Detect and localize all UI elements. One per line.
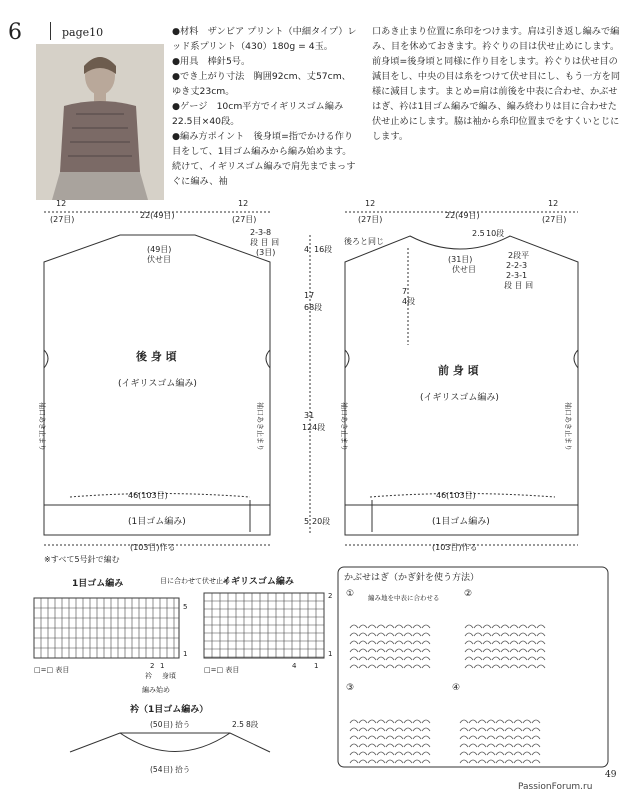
back-right-rows-2: 68段 (304, 303, 323, 312)
front-dim-left: 12 (365, 199, 376, 208)
front-decrease-legend: 段 目 回 (504, 281, 534, 290)
front-rib: (1目ゴム編み) (432, 517, 490, 527)
rib-start: 編み始め (142, 686, 170, 694)
front-center-stitches: (31目) (448, 255, 473, 264)
back-armhole-left: 袖口あき止まり (38, 402, 46, 451)
back-dim-right: 12 (238, 199, 249, 208)
rib-row-1: 1 (183, 650, 188, 658)
tools: ●用具 棒針5号。 (172, 56, 251, 67)
rib-chart-title: 1目ゴム編み (72, 579, 124, 589)
gauge: ●ゲージ 10cm平方でイギリスゴム編み22.5目×40段。 (172, 101, 344, 127)
back-title: 後 身 頃 (136, 350, 177, 363)
front-cast-on: (103目)作る (432, 543, 478, 552)
back-shoulder-stitches: (3目) (256, 248, 276, 257)
back-shoulder-legend: 段 目 回 (250, 238, 280, 247)
finished-size: ●でき上がり寸法 胸囲92cm、丈57cm、ゆき丈23cm。 (172, 71, 351, 97)
front-center-bind: 伏せ目 (452, 265, 476, 274)
english-rib-legend: □=□ 表目 (204, 666, 240, 674)
front-neck-depth: 2.5 (472, 229, 485, 238)
knitting-points: ●編み方ポイント 後身頃=指でかける作り目をして、1目ゴム編みから編み始めます。続けて、イギリスゴム編みで肩先までまっすぐに編み、袖 (172, 131, 356, 187)
english-rib-row-2: 2 (328, 592, 333, 600)
rib-col-1: 1 (160, 662, 165, 670)
rib-mark-collar: 衿 (145, 672, 152, 680)
instructions-text: 口あき止まり位置に糸印をつけます。肩は引き返し編みで編み、目を休めておきます。衿ぐりの目は伏せ止めにします。前身頃=後身頃と同様に作り目をします。衿ぐりは伏せ目の減目をし、中央の目は糸をつけて伏せ目にし、もう一方を同様に減目します。まとめ=肩は前後を中表に合わせ、かぶせはぎ、衿は1目ゴム編みで編み、編み終わりは目に合わせた伏せ止めにします。脇は袖から糸印位置までをすくいとじにします。 (372, 26, 621, 142)
materials: ●材料 ザンビア プリント（中細タイプ）レッド系プリント（430）180g = 4玉。 (172, 26, 357, 52)
front-decrease-1: 2段平 (508, 251, 530, 260)
front-title: 前 身 頃 (438, 364, 479, 377)
page-reference: page10 (62, 26, 104, 39)
back-cast-on: (103目)作る (130, 543, 176, 552)
step-4: ④ (452, 683, 461, 693)
back-right-dim-1: 4 (304, 245, 310, 254)
back-right-rows-3: 124段 (302, 423, 326, 432)
back-dim-right-stitches: (27目) (232, 215, 257, 224)
front-armhole-right: 袖口あき止まり (564, 402, 572, 451)
english-rib-col-4: 4 (292, 662, 297, 670)
back-rib: (1目ゴム編み) (128, 517, 186, 527)
bind-method-note: 編み地を中表に合わせる (368, 594, 440, 602)
back-armhole-right: 袖口あき止まり (256, 402, 264, 451)
collar-height: 2.5 (232, 720, 244, 729)
back-neck-bind: 伏せ目 (147, 255, 171, 264)
page-number: 49 (605, 770, 617, 780)
step-3: ③ (346, 683, 355, 693)
front-dim-right-stitches: (27目) (542, 215, 567, 224)
back-right-dim-2: 17 (304, 291, 315, 300)
pattern-number: 6 (8, 20, 22, 45)
front-width: 46(103目) (436, 491, 476, 500)
back-stitch-type: (イギリスゴム編み) (118, 379, 197, 389)
needle-note: ※すべて5号針で編む (44, 555, 120, 564)
front-decrease-2: 2-2-3 (506, 261, 528, 270)
back-right-dim-4: 5 (304, 517, 310, 526)
back-dim-left-stitches: (27目) (50, 215, 75, 224)
watermark: PassionForum.ru (518, 782, 593, 792)
front-depth-rows: 4段 (402, 297, 416, 306)
rib-mark-body: 身頃 (162, 672, 176, 680)
english-rib-title: イギリスゴム編み (222, 577, 294, 587)
front-armhole-left: 袖口あき止まり (340, 402, 348, 451)
english-rib-chart-grid (204, 593, 324, 658)
collar-bottom-pickup: (54目) 拾う (150, 765, 191, 774)
back-neck: (49目) (147, 245, 172, 254)
front-dim-left-stitches: (27目) (358, 215, 383, 224)
front-depth: 7 (402, 287, 408, 296)
back-dim-left: 12 (56, 199, 67, 208)
bind-method-title: かぶせはぎ（かぎ針を使う方法） (344, 573, 480, 583)
rib-row-5: 5 (183, 603, 188, 611)
front-neck-rows: 10段 (486, 229, 505, 238)
collar-title: 衿（1目ゴム編み） (130, 705, 209, 715)
english-rib-row-1: 1 (328, 650, 333, 658)
back-dim-center: 22(49目) (140, 211, 175, 220)
front-dim-center: 22(49目) (445, 211, 480, 220)
front-decrease-3: 2-3-1 (506, 271, 528, 280)
front-same-as-back: 後ろと同じ (344, 237, 384, 246)
back-right-rows-4: 20段 (312, 517, 331, 526)
front-dim-right: 12 (548, 199, 559, 208)
back-width: 46(103目) (128, 491, 168, 500)
rib-col-2: 2 (150, 662, 155, 670)
collar-top-pickup: (50目) 拾う (150, 720, 191, 729)
english-rib-col-1: 1 (314, 662, 319, 670)
step-2: ② (464, 589, 473, 599)
back-right-rows-1: 16段 (314, 245, 333, 254)
rib-legend: □=□ 表目 (34, 666, 70, 674)
back-shoulder-rows: 2-3-8 (250, 228, 272, 237)
back-right-dim-3: 31 (304, 411, 315, 420)
rib-chart-bindoff: 目に合わせて伏せ止め (160, 577, 230, 585)
step-1: ① (346, 589, 355, 599)
collar-rows: 8段 (246, 720, 259, 729)
front-stitch-type: (イギリスゴム編み) (420, 393, 499, 403)
collar-outline (70, 733, 270, 752)
